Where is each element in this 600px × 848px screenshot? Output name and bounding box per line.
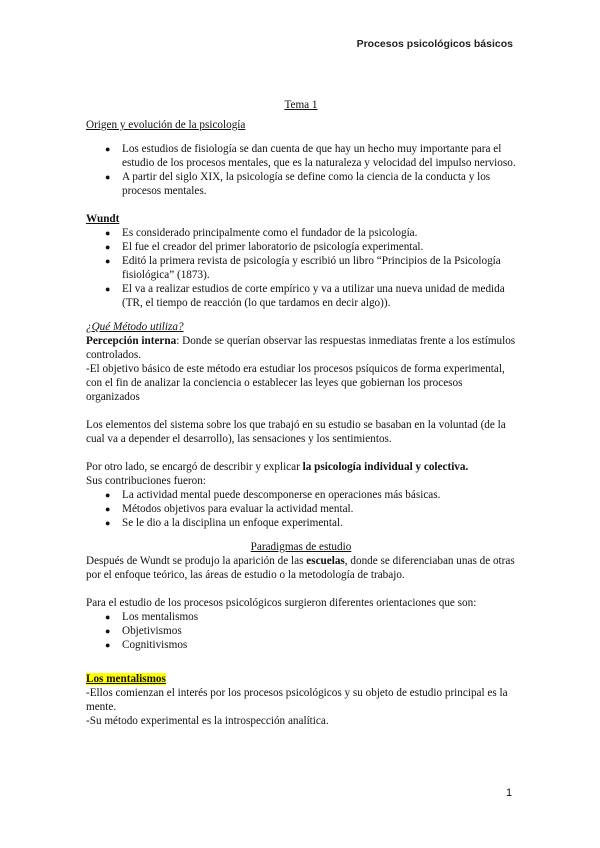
paradigmas-suffix: , donde se diferenciaban unas de otras por el enfoque teórico, las áreas de estudio o la metodología de trabajo. — [86, 555, 515, 581]
list-item: ● Los mentalismos — [86, 610, 516, 624]
page-number: 1 — [506, 787, 513, 799]
paradigmas-paragraph — [86, 554, 516, 582]
perception-paragraph — [86, 334, 516, 362]
orientations-list — [86, 610, 516, 652]
contributions-intro: Sus contribuciones fueron: — [86, 475, 206, 487]
list-item: ● El fue el creador del primer laboratorio de psicología experimental. — [86, 240, 516, 254]
list-item: ● La actividad mental puede descomponerse en operaciones más básicas. — [86, 488, 516, 502]
document-body — [86, 98, 516, 728]
contributions-list — [86, 488, 516, 530]
mentalismos-line-1: -Ellos comienzan el interés por los procesos psicológicos y su objeto de estudio principal es la mente. — [86, 687, 508, 713]
objective-paragraph: -El objetivo básico de este método era estudiar los procesos psíquicos de forma experimental, con el fin de analizar la conciencia o establecer las leyes que gobiernan los procesos organizados — [86, 363, 505, 403]
perception-text: : Donde se querían observar las respuestas inmediatas frente a los estímulos controlados. — [86, 335, 516, 361]
other-prefix: Por otro lado, se encargó de describir y explicar — [86, 461, 303, 473]
list-item: ● A partir del siglo XIX, la psicología se define como la ciencia de la conducta y los procesos mentales. — [86, 170, 516, 198]
list-item: ● Métodos objetivos para evaluar la actividad mental. — [86, 502, 516, 516]
paradigmas-title: Paradigmas de estudio — [250, 541, 352, 553]
other-bold: la psicología individual y colectiva. — [302, 461, 469, 473]
wundt-bullet-list — [86, 226, 516, 310]
list-item: ● Cognitivismos — [86, 638, 516, 652]
wundt-heading: Wundt — [86, 213, 120, 225]
list-item: ● El va a realizar estudios de corte empírico y va a utilizar una nueva unidad de medida (TR, el tiempo de reacción (lo que tardamos en decir algo)). — [86, 282, 516, 310]
mentalismos-heading: Los mentalismos — [86, 673, 166, 685]
perception-label: Percepción interna — [86, 335, 177, 347]
tema-bullet-list — [86, 142, 516, 198]
mentalismos-heading-line — [86, 672, 516, 686]
list-item: ● Objetivismos — [86, 624, 516, 638]
paradigmas-prefix: Después de Wundt se produjo la aparición de las — [86, 555, 307, 567]
elements-paragraph: Los elementos del sistema sobre los que trabajó en su estudio se basaban en la voluntad (de la cual va a depender el desarrollo), las sensaciones y los sentimientos. — [86, 419, 506, 445]
list-item: ● Los estudios de fisiología se dan cuenta de que hay un hecho muy importante para el estudio de los procesos mentales, que es la naturaleza y velocidad del impulso nervioso. — [86, 142, 516, 170]
list-item: ● Es considerado principalmente como el fundador de la psicología. — [86, 226, 516, 240]
tema-subtitle: Origen y evolución de la psicología — [86, 119, 246, 131]
other-paragraph — [86, 460, 516, 474]
paradigmas-bold: escuelas — [306, 555, 345, 567]
list-item: ● Se le dio a la disciplina un enfoque experimental. — [86, 516, 516, 530]
mentalismos-line-2: -Su método experimental es la introspección analítica. — [86, 715, 329, 727]
page-header: Procesos psicológicos básicos — [356, 38, 513, 50]
orientations-intro: Para el estudio de los procesos psicológicos surgieron diferentes orientaciones que son: — [86, 597, 477, 609]
metodo-question: ¿Qué Método utiliza? — [86, 321, 184, 333]
tema-title: Tema 1 — [284, 99, 318, 111]
list-item: ● Editó la primera revista de psicología y escribió un libro “Principios de la Psicología fisiológica” (1873). — [86, 254, 516, 282]
